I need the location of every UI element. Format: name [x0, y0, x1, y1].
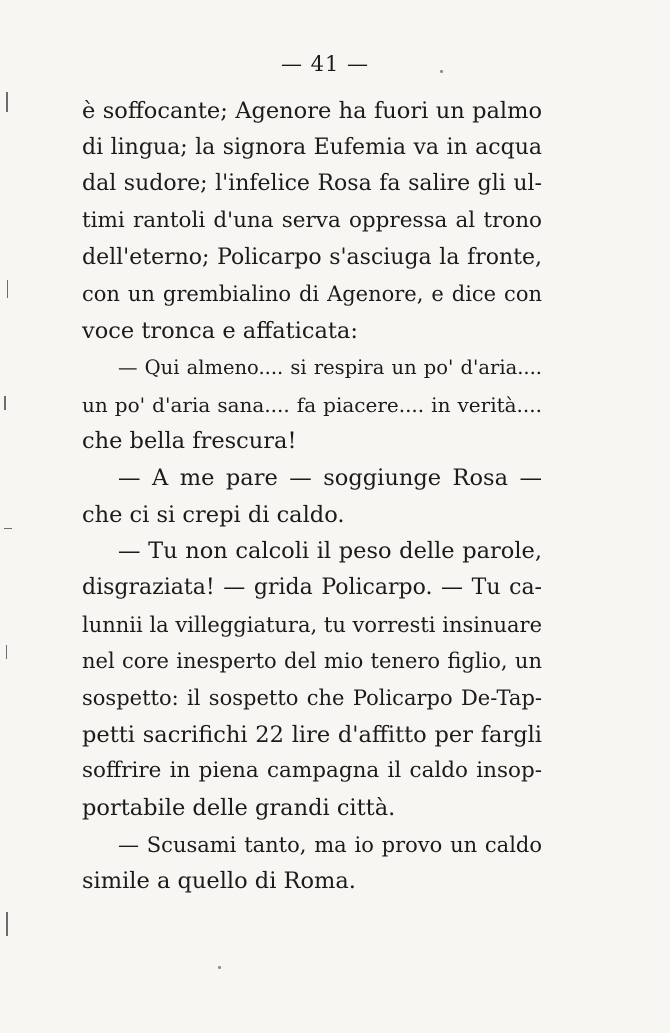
text-line: che bella frescura!: [82, 428, 297, 455]
text-line: — Qui almeno.... si respira un po' d'aria....: [118, 355, 542, 379]
body-text: [82, 93, 542, 900]
text-line: con un grembialino di Agenore, e dice con: [82, 282, 542, 307]
text-line: voce tronca e affaticata:: [82, 318, 358, 345]
text-line: sospetto: il sospetto che Policarpo De-Tap-: [82, 686, 542, 710]
margin-mark: [4, 528, 12, 529]
text-line: dal sudore; l'infelice Rosa fa salire gli ul-: [82, 171, 542, 197]
margin-mark: [6, 92, 8, 112]
text-line: soffrire in piena campagna il caldo insop-: [82, 758, 542, 784]
margin-mark: [4, 396, 6, 410]
text-line: lunnii la villeggiatura, tu vorresti insinuare: [82, 612, 542, 637]
text-line: — Tu non calcoli il peso delle parole,: [118, 538, 542, 565]
text-line: simile a quello di Roma.: [82, 868, 356, 895]
text-line: nel core inesperto del mio tenero figlio, un: [82, 649, 542, 674]
text-line: è soffocante; Agenore ha fuori un palmo: [82, 98, 542, 124]
margin-mark: [7, 280, 8, 298]
text-line: di lingua; la signora Eufemia va in acqua: [82, 134, 542, 160]
text-line: timi rantoli d'una serva oppressa al trono: [82, 208, 542, 234]
text-line: — Scusami tanto, ma io provo un caldo: [118, 832, 542, 857]
text-line: che ci si crepi di caldo.: [82, 501, 345, 528]
page-number: — 41 —: [280, 52, 370, 76]
text-line: portabile delle grandi città.: [82, 795, 396, 822]
margin-mark: [6, 912, 8, 936]
paper-speck: [440, 70, 443, 73]
text-line: dell'eterno; Policarpo s'asciuga la fronte,: [82, 244, 542, 270]
text-line: petti sacrifichi 22 lire d'affitto per fargli: [82, 721, 542, 748]
text-line: un po' d'aria sana.... fa piacere.... in verità....: [82, 392, 542, 417]
text-line: — A me pare — soggiunge Rosa —: [118, 464, 542, 491]
paper-speck: [218, 966, 221, 969]
text-line: disgraziata! — grida Policarpo. — Tu ca-: [82, 574, 542, 600]
margin-mark: [6, 645, 7, 659]
